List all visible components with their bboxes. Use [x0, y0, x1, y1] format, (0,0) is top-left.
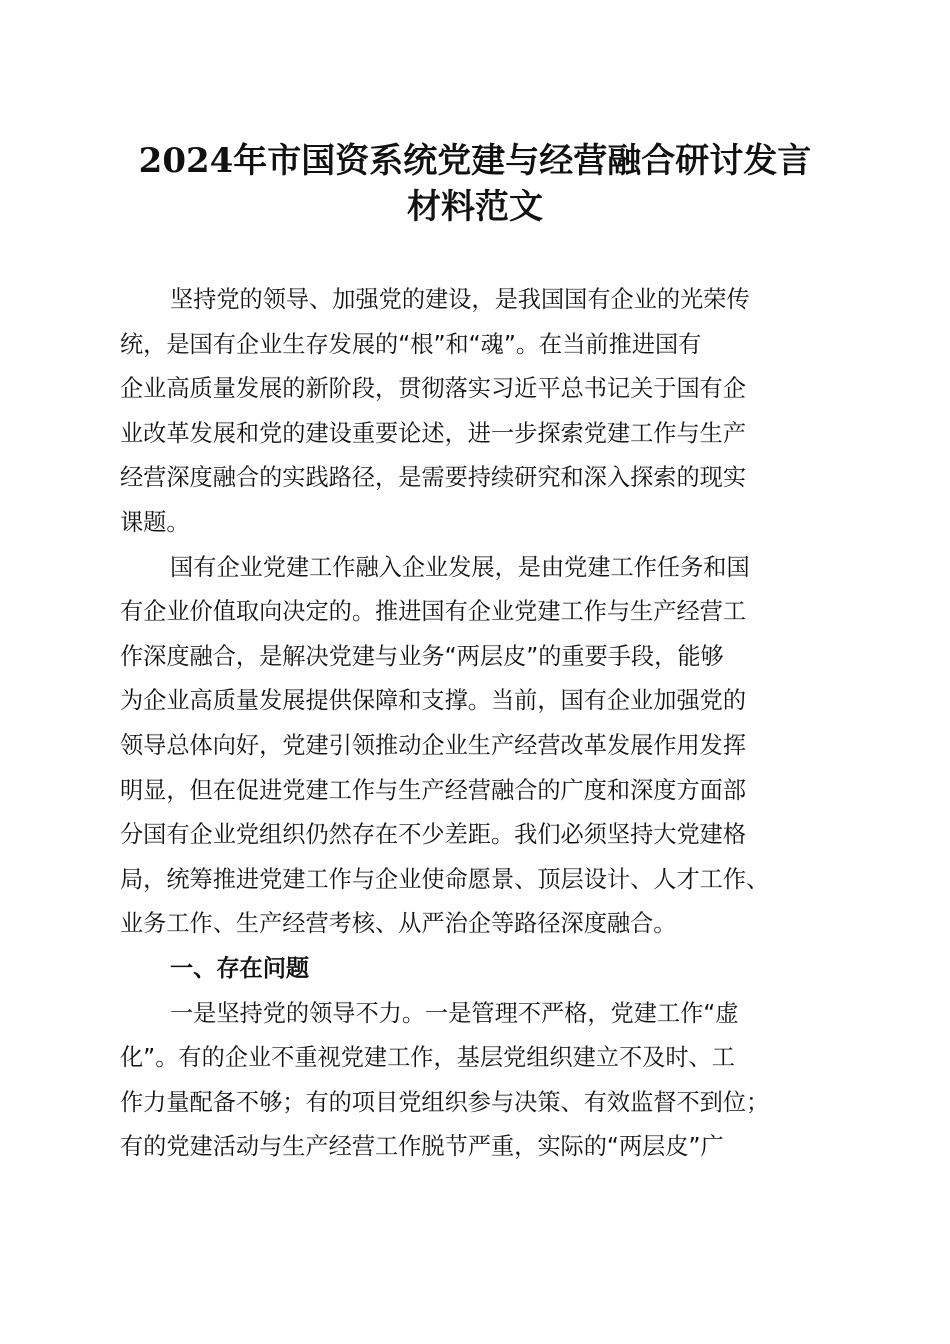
- document-body: [120, 278, 832, 1170]
- paragraph-2-line: 局，统筹推进党建工作与企业使命愿景、顶层设计、人才工作、: [120, 865, 770, 893]
- paragraph-2-line: 业务工作、生产经营考核、从严治企等路径深度融合。: [120, 910, 677, 938]
- paragraph-2-line: 有企业价值取向决定的。推进国有企业党建工作与生产经营工: [120, 598, 747, 626]
- document-title-line-2: 材料范文: [407, 187, 543, 227]
- paragraph-3-line: 一是坚持党的领导不力。一是管理不严格，党建工作“虚: [170, 999, 739, 1027]
- paragraph-1-line: 业改革发展和党的建设重要论述，进一步探索党建工作与生产: [120, 419, 747, 447]
- document-title-line-1: 2024年市国资系统党建与经营融合研讨发言: [138, 141, 812, 181]
- paragraph-1-line: 企业高质量发展的新阶段，贯彻落实习近平总书记关于国有企: [120, 375, 747, 403]
- paragraph-1-line: 统，是国有企业生存发展的“根”和“魂”。在当前推进国有: [120, 330, 702, 358]
- paragraph-1-line: 经营深度融合的实践路径，是需要持续研究和深入探索的现实: [120, 464, 747, 492]
- paragraph-1-line: 课题。: [120, 508, 190, 536]
- paragraph-2-line: 作深度融合，是解决党建与业务“两层皮”的重要手段，能够: [120, 642, 724, 670]
- section-heading: 一、存在问题: [170, 954, 310, 982]
- paragraph-2-line: 分国有企业党组织仍然存在不少差距。我们必须坚持大党建格: [120, 821, 747, 849]
- paragraph-3-line: 有的党建活动与生产经营工作脱节严重，实际的“两层皮”广: [120, 1133, 724, 1161]
- paragraph-3-line: 化”。有的企业不重视党建工作，基层党组织建立不及时、工: [120, 1044, 735, 1072]
- paragraph-2-line: 领导总体向好，党建引领推动企业生产经营改革发展作用发挥: [120, 731, 747, 759]
- paragraph-2-line: 明显，但在促进党建工作与生产经营融合的广度和深度方面部: [120, 776, 747, 804]
- paragraph-2-line: 为企业高质量发展提供保障和支撑。当前，国有企业加强党的: [120, 687, 747, 715]
- paragraph-2-line: 国有企业党建工作融入企业发展，是由党建工作任务和国: [170, 553, 750, 581]
- paragraph-3-line: 作力量配备不够；有的项目党组织参与决策、有效监督不到位；: [120, 1088, 770, 1116]
- paragraph-1-line: 坚持党的领导、加强党的建设，是我国国有企业的光荣传: [170, 286, 750, 313]
